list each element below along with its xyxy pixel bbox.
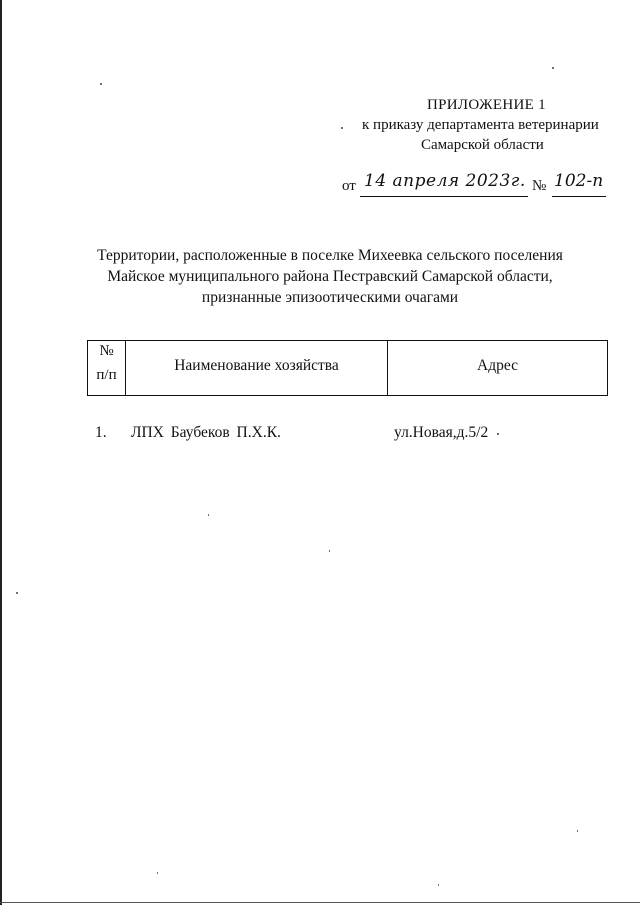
header-cell-address — [388, 341, 607, 395]
row-farm-name: ЛПХ Баубеков П.Х.К. — [131, 424, 281, 441]
order-number-sign: № — [532, 178, 547, 194]
row-address: ул.Новая,д.5/2 — [394, 424, 489, 441]
scan-speck — [552, 67, 554, 69]
appendix-title: ПРИЛОЖЕНИЕ 1 — [427, 97, 546, 113]
heading-line-2: Майское муниципального района Пестравский Самарской области, — [107, 268, 553, 285]
document-heading — [70, 245, 590, 308]
header-cell-number — [88, 341, 126, 395]
header-number-abbrev: п/п — [96, 367, 117, 383]
scan-speck — [100, 83, 102, 85]
scan-bottom-edge — [0, 902, 640, 903]
scan-speck — [341, 127, 343, 129]
header-number-sign: № — [99, 343, 114, 359]
order-number-handwritten: 102-п — [554, 171, 604, 191]
row-number: 1. — [95, 424, 107, 441]
table-header — [87, 340, 608, 396]
order-date-number-line — [342, 172, 612, 200]
order-number-underline — [552, 196, 606, 197]
order-date-handwritten: 14 апреля 2023г. — [364, 171, 526, 191]
scan-speck — [497, 433, 499, 435]
header-name-label: Наименование хозяйства — [174, 357, 339, 374]
order-date-prefix: от — [342, 178, 356, 194]
scan-speck — [438, 884, 439, 886]
header-address-label: Адрес — [477, 357, 518, 374]
scan-left-edge — [0, 0, 2, 905]
heading-line-1: Территории, расположенные в поселке Михеевка сельского поселения — [97, 247, 563, 264]
scan-speck — [329, 550, 330, 552]
scan-speck — [157, 872, 158, 874]
scan-speck — [208, 514, 209, 516]
scan-speck — [16, 592, 18, 594]
heading-line-3: признанные эпизоотическими очагами — [201, 289, 459, 306]
header-cell-name — [126, 341, 388, 395]
scan-speck — [577, 830, 578, 832]
order-date-underline — [360, 196, 528, 197]
appendix-region: Самарской области — [421, 137, 544, 153]
appendix-order-reference: к приказу департамента ветеринарии — [362, 117, 599, 133]
